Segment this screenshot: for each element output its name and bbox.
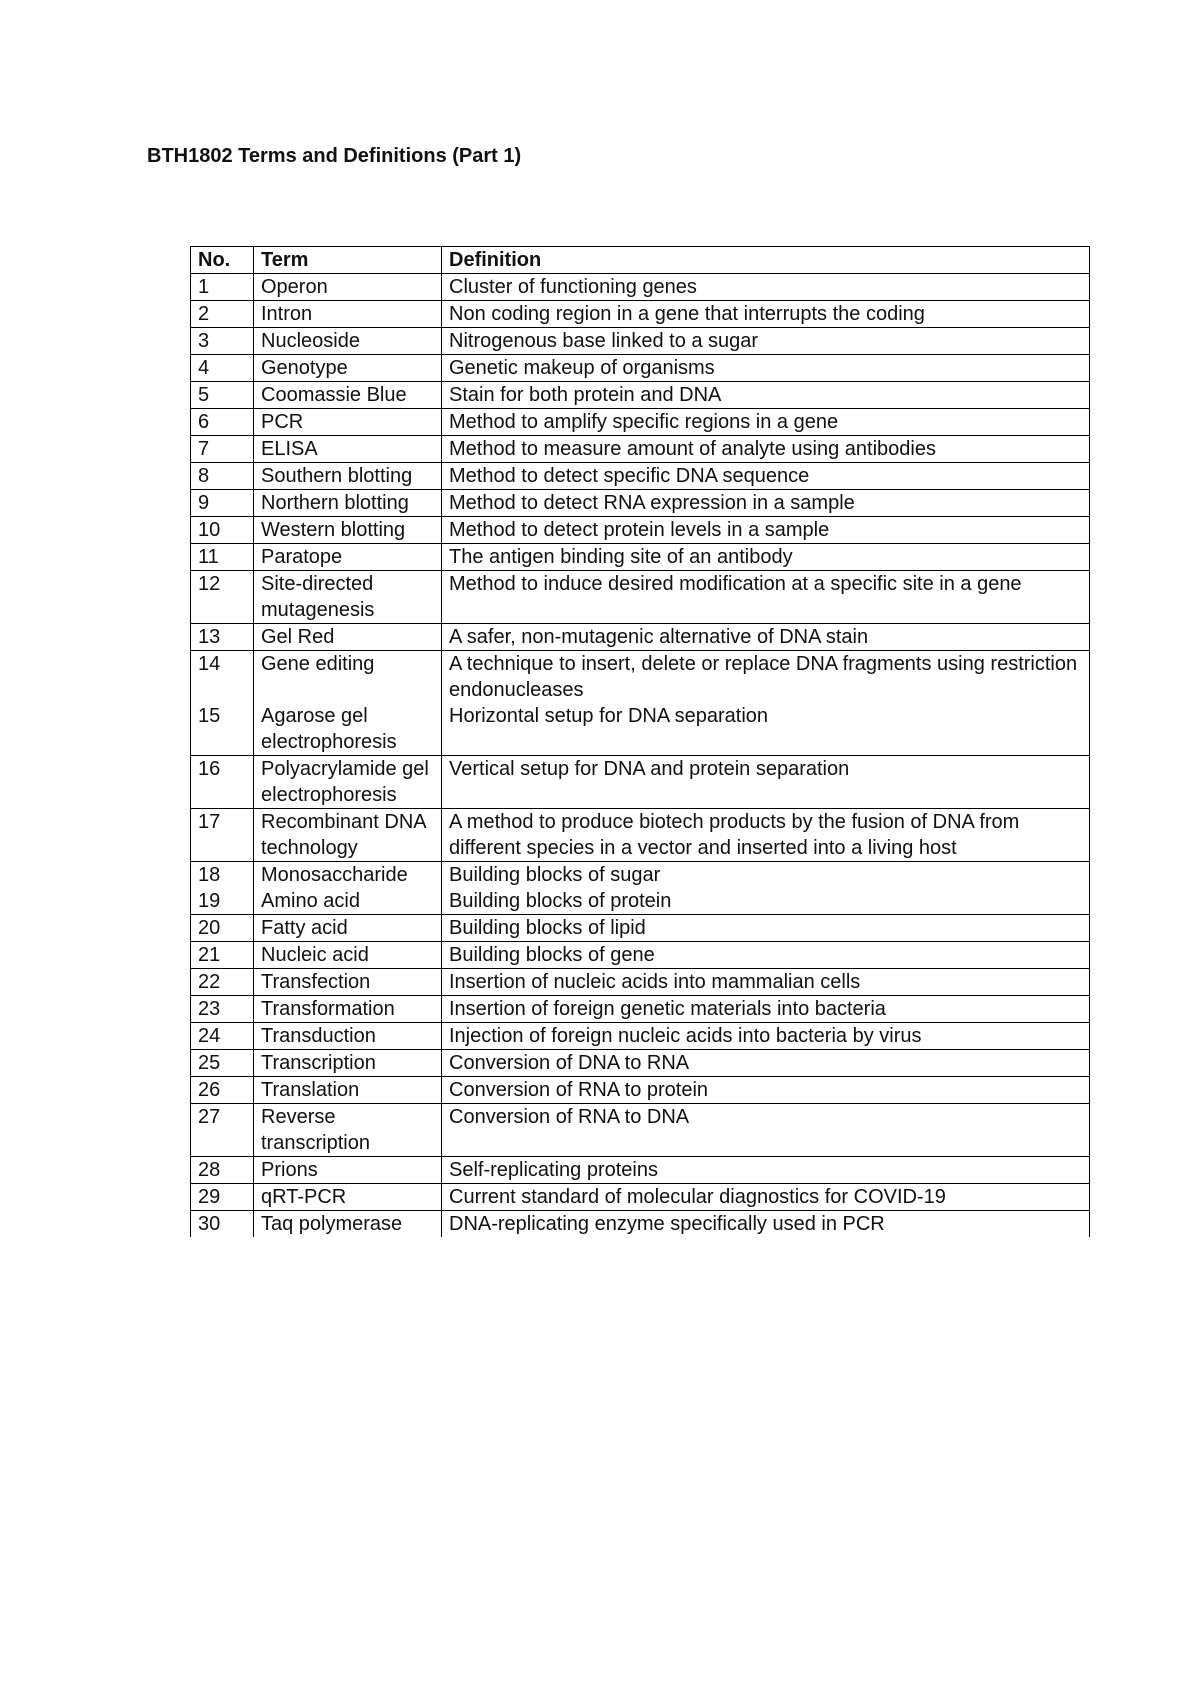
row-term: Translation — [254, 1077, 442, 1104]
row-no: 4 — [191, 355, 254, 382]
row-term: Nucleic acid — [254, 942, 442, 969]
row-no: 1 — [191, 274, 254, 301]
row-no-spacer — [198, 677, 246, 703]
row-no: 8 — [191, 463, 254, 490]
table-row — [191, 969, 1090, 996]
row-term: ELISA — [254, 436, 442, 463]
header-term: Term — [254, 247, 442, 274]
row-no: 20 — [191, 915, 254, 942]
row-term: Reverse transcription — [254, 1104, 442, 1157]
row-term: Polyacrylamide gel electrophoresis — [254, 756, 442, 809]
table-row — [191, 571, 1090, 624]
table-row — [191, 624, 1090, 651]
table-row — [191, 1050, 1090, 1077]
row-no — [191, 862, 254, 915]
row-no: 30 — [191, 1211, 254, 1238]
row-definition-14: A technique to insert, delete or replace DNA fragments using restriction endonucleases — [449, 653, 1078, 701]
table-row — [191, 809, 1090, 862]
row-no: 10 — [191, 517, 254, 544]
row-definition: DNA-replicating enzyme specifically used in PCR — [442, 1211, 1090, 1238]
row-definition: Method to measure amount of analyte using antibodies — [442, 436, 1090, 463]
row-term: Transformation — [254, 996, 442, 1023]
row-term-19: Amino acid — [261, 890, 360, 912]
row-term: PCR — [254, 409, 442, 436]
row-term: Site-directed mutagenesis — [254, 571, 442, 624]
row-definition: Method to detect protein levels in a sample — [442, 517, 1090, 544]
table-row — [191, 328, 1090, 355]
row-no: 29 — [191, 1184, 254, 1211]
row-term: Transduction — [254, 1023, 442, 1050]
row-no: 3 — [191, 328, 254, 355]
row-definition — [442, 862, 1090, 915]
row-definition-19: Building blocks of protein — [449, 890, 672, 912]
table-row — [191, 490, 1090, 517]
header-no: No. — [191, 247, 254, 274]
table-row — [191, 409, 1090, 436]
row-term: Paratope — [254, 544, 442, 571]
row-definition: Self-replicating proteins — [442, 1157, 1090, 1184]
row-definition: Nitrogenous base linked to a sugar — [442, 328, 1090, 355]
table-row — [191, 301, 1090, 328]
row-no-18: 18 — [198, 864, 221, 886]
row-no: 6 — [191, 409, 254, 436]
row-no: 26 — [191, 1077, 254, 1104]
header-definition: Definition — [442, 247, 1090, 274]
row-no: 5 — [191, 382, 254, 409]
row-no: 23 — [191, 996, 254, 1023]
terms-table — [190, 246, 1090, 1237]
row-definition — [442, 651, 1090, 756]
row-definition: Building blocks of gene — [442, 942, 1090, 969]
table-row — [191, 382, 1090, 409]
row-term: Taq polymerase — [254, 1211, 442, 1238]
row-definition: Conversion of RNA to DNA — [442, 1104, 1090, 1157]
table-row — [191, 996, 1090, 1023]
row-definition: Building blocks of lipid — [442, 915, 1090, 942]
row-no — [191, 651, 254, 756]
row-definition: A method to produce biotech products by the fusion of DNA from different species in a vector and inserted into a living host — [442, 809, 1090, 862]
row-term-spacer — [261, 677, 434, 703]
row-term-18: Monosaccharide — [261, 864, 408, 886]
row-definition: Conversion of RNA to protein — [442, 1077, 1090, 1104]
row-term: Fatty acid — [254, 915, 442, 942]
row-definition: Vertical setup for DNA and protein separation — [442, 756, 1090, 809]
row-definition: The antigen binding site of an antibody — [442, 544, 1090, 571]
row-term: Transfection — [254, 969, 442, 996]
table-row-merged — [191, 651, 1090, 756]
table-row — [191, 1211, 1090, 1238]
row-definition: Genetic makeup of organisms — [442, 355, 1090, 382]
table-row-merged — [191, 862, 1090, 915]
row-no: 9 — [191, 490, 254, 517]
row-term: Western blotting — [254, 517, 442, 544]
row-definition: Stain for both protein and DNA — [442, 382, 1090, 409]
row-definition: Insertion of nucleic acids into mammalian cells — [442, 969, 1090, 996]
row-term: Transcription — [254, 1050, 442, 1077]
row-no-15: 15 — [198, 705, 221, 727]
row-no: 24 — [191, 1023, 254, 1050]
table-row — [191, 1077, 1090, 1104]
row-term: Coomassie Blue — [254, 382, 442, 409]
row-no: 25 — [191, 1050, 254, 1077]
row-term-15: Agarose gel electrophoresis — [261, 705, 397, 753]
row-no: 21 — [191, 942, 254, 969]
table-body — [191, 274, 1090, 1238]
row-definition: A safer, non-mutagenic alternative of DNA stain — [442, 624, 1090, 651]
row-no: 11 — [191, 544, 254, 571]
page-title: BTH1802 Terms and Definitions (Part 1) — [147, 145, 522, 167]
row-no: 16 — [191, 756, 254, 809]
row-definition: Non coding region in a gene that interrupts the coding — [442, 301, 1090, 328]
table-row — [191, 544, 1090, 571]
row-definition: Cluster of functioning genes — [442, 274, 1090, 301]
table-row — [191, 274, 1090, 301]
table-row — [191, 915, 1090, 942]
row-term: Nucleoside — [254, 328, 442, 355]
row-term: Northern blotting — [254, 490, 442, 517]
table-row — [191, 517, 1090, 544]
row-term: Gel Red — [254, 624, 442, 651]
row-term: Intron — [254, 301, 442, 328]
row-term — [254, 862, 442, 915]
table-row — [191, 1157, 1090, 1184]
row-no: 27 — [191, 1104, 254, 1157]
row-definition: Current standard of molecular diagnostics for COVID-19 — [442, 1184, 1090, 1211]
row-no-19: 19 — [198, 890, 221, 912]
row-term-14: Gene editing — [261, 653, 375, 675]
table-row — [191, 1104, 1090, 1157]
row-definition: Insertion of foreign genetic materials into bacteria — [442, 996, 1090, 1023]
row-definition: Method to detect specific DNA sequence — [442, 463, 1090, 490]
row-no: 12 — [191, 571, 254, 624]
row-term: Operon — [254, 274, 442, 301]
row-term — [254, 651, 442, 756]
row-definition: Method to induce desired modification at a specific site in a gene — [442, 571, 1090, 624]
row-definition-18: Building blocks of sugar — [449, 864, 661, 886]
row-definition: Method to detect RNA expression in a sample — [442, 490, 1090, 517]
row-definition: Method to amplify specific regions in a gene — [442, 409, 1090, 436]
table-row — [191, 436, 1090, 463]
row-no: 28 — [191, 1157, 254, 1184]
row-no: 13 — [191, 624, 254, 651]
row-term: Southern blotting — [254, 463, 442, 490]
row-no-14: 14 — [198, 653, 221, 675]
row-term: Genotype — [254, 355, 442, 382]
row-term: Prions — [254, 1157, 442, 1184]
table-row — [191, 942, 1090, 969]
table-row — [191, 355, 1090, 382]
table-row — [191, 1184, 1090, 1211]
row-no: 17 — [191, 809, 254, 862]
row-term: Recombinant DNA technology — [254, 809, 442, 862]
table-header-row — [191, 247, 1090, 274]
row-term: qRT-PCR — [254, 1184, 442, 1211]
row-no: 2 — [191, 301, 254, 328]
table-row — [191, 1023, 1090, 1050]
row-definition: Injection of foreign nucleic acids into bacteria by virus — [442, 1023, 1090, 1050]
table-row — [191, 756, 1090, 809]
row-no: 7 — [191, 436, 254, 463]
table-row — [191, 463, 1090, 490]
row-definition-15: Horizontal setup for DNA separation — [449, 705, 769, 727]
row-no: 22 — [191, 969, 254, 996]
row-definition: Conversion of DNA to RNA — [442, 1050, 1090, 1077]
